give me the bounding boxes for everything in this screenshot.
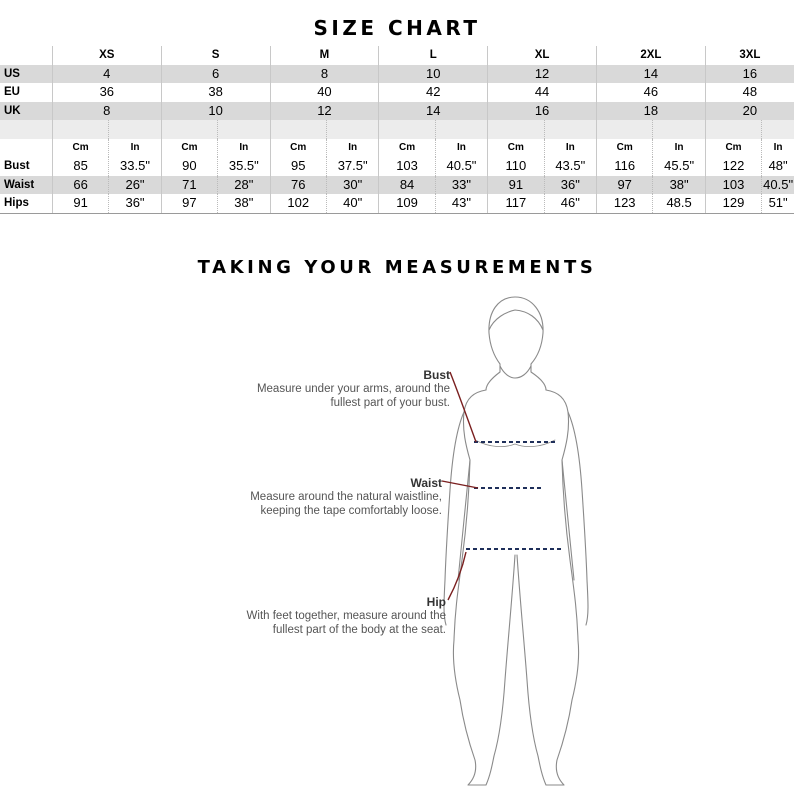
measurement-value: 103 bbox=[705, 176, 761, 195]
conversion-value: 12 bbox=[270, 102, 379, 121]
row-label: EU bbox=[4, 86, 20, 99]
conversion-value: 20 bbox=[705, 102, 794, 121]
conversion-value: 12 bbox=[488, 65, 597, 84]
measurement-value: 71 bbox=[161, 176, 217, 195]
measurement-value: 36" bbox=[109, 194, 161, 213]
measurement-value: 28" bbox=[218, 176, 270, 195]
measurement-value: 76 bbox=[270, 176, 326, 195]
unit-in-label: In bbox=[435, 139, 487, 158]
measurement-value: 103 bbox=[379, 157, 435, 176]
measurement-value: 110 bbox=[488, 157, 544, 176]
conversion-value: 10 bbox=[161, 102, 270, 121]
measurement-value: 43" bbox=[435, 194, 487, 213]
unit-in-label: In bbox=[218, 139, 270, 158]
measurement-value: 109 bbox=[379, 194, 435, 213]
unit-in-label: In bbox=[544, 139, 596, 158]
measurement-value: 117 bbox=[488, 194, 544, 213]
size-header-cell: 3XL bbox=[705, 46, 794, 65]
bust-heading: Bust bbox=[423, 368, 450, 382]
conversion-value: 16 bbox=[705, 65, 794, 84]
conversion-value: 46 bbox=[596, 83, 705, 102]
conversion-value: 40 bbox=[270, 83, 379, 102]
hip-text-line-1: With feet together, measure around the bbox=[246, 610, 446, 622]
conversion-value: 42 bbox=[379, 83, 488, 102]
measurements-title: TAKING YOUR MEASUREMENTS bbox=[197, 257, 597, 278]
row-label: UK bbox=[0, 102, 52, 121]
hip-pointer bbox=[448, 552, 466, 600]
measurement-value: 33.5" bbox=[109, 157, 161, 176]
size-header-cell: M bbox=[270, 46, 379, 65]
size-header-cell: L bbox=[379, 46, 488, 65]
conversion-value: 16 bbox=[488, 102, 597, 121]
measurement-value: 45.5" bbox=[653, 157, 705, 176]
size-header-cell: XL bbox=[488, 46, 597, 65]
conversion-value: 4 bbox=[52, 65, 161, 84]
row-label: Hips bbox=[0, 194, 52, 213]
measurement-value: 102 bbox=[270, 194, 326, 213]
body-outline bbox=[444, 297, 588, 785]
measurement-value: 40.5" bbox=[435, 157, 487, 176]
conversion-value: 10 bbox=[379, 65, 488, 84]
size-header-cell: S bbox=[161, 46, 270, 65]
conversion-value: 8 bbox=[52, 102, 161, 121]
measurement-value: 123 bbox=[596, 194, 652, 213]
conversion-value: 38 bbox=[161, 83, 270, 102]
measurement-value: 38" bbox=[653, 176, 705, 195]
unit-in-label: In bbox=[109, 139, 161, 158]
hip-heading: Hip bbox=[426, 595, 446, 609]
measurement-value: 95 bbox=[270, 157, 326, 176]
conversion-value: 36 bbox=[52, 83, 161, 102]
measurement-value: 35.5" bbox=[218, 157, 270, 176]
measurement-value: 91 bbox=[488, 176, 544, 195]
row-label: US bbox=[0, 65, 52, 84]
measurement-value: 33" bbox=[435, 176, 487, 195]
waist-pointer bbox=[442, 481, 478, 488]
measurement-value: 122 bbox=[705, 157, 761, 176]
measurement-value: 51" bbox=[762, 194, 794, 213]
measurement-value: 37.5" bbox=[326, 157, 378, 176]
measuring-tapes bbox=[466, 442, 562, 549]
waist-heading: Waist bbox=[410, 476, 442, 490]
conversion-value: 14 bbox=[596, 65, 705, 84]
size-chart-title: SIZE CHART bbox=[313, 16, 481, 40]
conversion-value: 6 bbox=[161, 65, 270, 84]
conversion-value: 44 bbox=[488, 83, 597, 102]
unit-cm-label: Cm bbox=[379, 139, 435, 158]
measurement-value: 97 bbox=[596, 176, 652, 195]
measurement-value: 97 bbox=[161, 194, 217, 213]
waist-text-line-2: keeping the tape comfortably loose. bbox=[260, 505, 442, 517]
measurement-value: 36" bbox=[544, 176, 596, 195]
bust-text-line-2: fullest part of your bust. bbox=[330, 397, 450, 409]
unit-in-label: In bbox=[653, 139, 705, 158]
unit-cm-label: Cm bbox=[161, 139, 217, 158]
unit-in-label: In bbox=[326, 139, 378, 158]
hip-instruction bbox=[222, 595, 446, 637]
measurement-value: 40" bbox=[326, 194, 378, 213]
measurement-value: 129 bbox=[705, 194, 761, 213]
size-header-cell: XS bbox=[52, 46, 161, 65]
bust-text-line-1: Measure under your arms, around the bbox=[256, 383, 450, 395]
row-label: Bust bbox=[4, 160, 30, 173]
waist-text-line-1: Measure around the natural waistline, bbox=[250, 491, 442, 503]
measurement-value: 43.5" bbox=[544, 157, 596, 176]
hip-text-line-2: fullest part of the body at the seat. bbox=[272, 624, 446, 636]
measurement-value: 91 bbox=[52, 194, 108, 213]
unit-cm-label: Cm bbox=[52, 139, 108, 158]
measurement-value: 46" bbox=[544, 194, 596, 213]
measurement-value: 38" bbox=[218, 194, 270, 213]
measurement-value: 90 bbox=[161, 157, 217, 176]
bust-pointer bbox=[450, 372, 476, 442]
conversion-value: 48 bbox=[705, 83, 794, 102]
measurement-value: 85 bbox=[52, 157, 108, 176]
measurement-value: 48.5 bbox=[653, 194, 705, 213]
measurement-value: 84 bbox=[379, 176, 435, 195]
conversion-value: 14 bbox=[379, 102, 488, 121]
row-label: Waist bbox=[0, 176, 52, 195]
measurement-value: 40.5" bbox=[762, 176, 794, 195]
measurement-value: 66 bbox=[52, 176, 108, 195]
bust-instruction bbox=[240, 368, 450, 410]
measurement-value: 30" bbox=[326, 176, 378, 195]
waist-instruction bbox=[224, 476, 442, 518]
size-header-cell: 2XL bbox=[596, 46, 705, 65]
unit-cm-label: Cm bbox=[270, 139, 326, 158]
unit-in-label: In bbox=[762, 139, 794, 158]
measurement-value: 116 bbox=[596, 157, 652, 176]
unit-cm-label: Cm bbox=[488, 139, 544, 158]
measurement-value: 48" bbox=[762, 157, 794, 176]
conversion-value: 18 bbox=[596, 102, 705, 121]
conversion-value: 8 bbox=[270, 65, 379, 84]
unit-cm-label: Cm bbox=[705, 139, 761, 158]
unit-cm-label: Cm bbox=[596, 139, 652, 158]
measurement-value: 26" bbox=[109, 176, 161, 195]
